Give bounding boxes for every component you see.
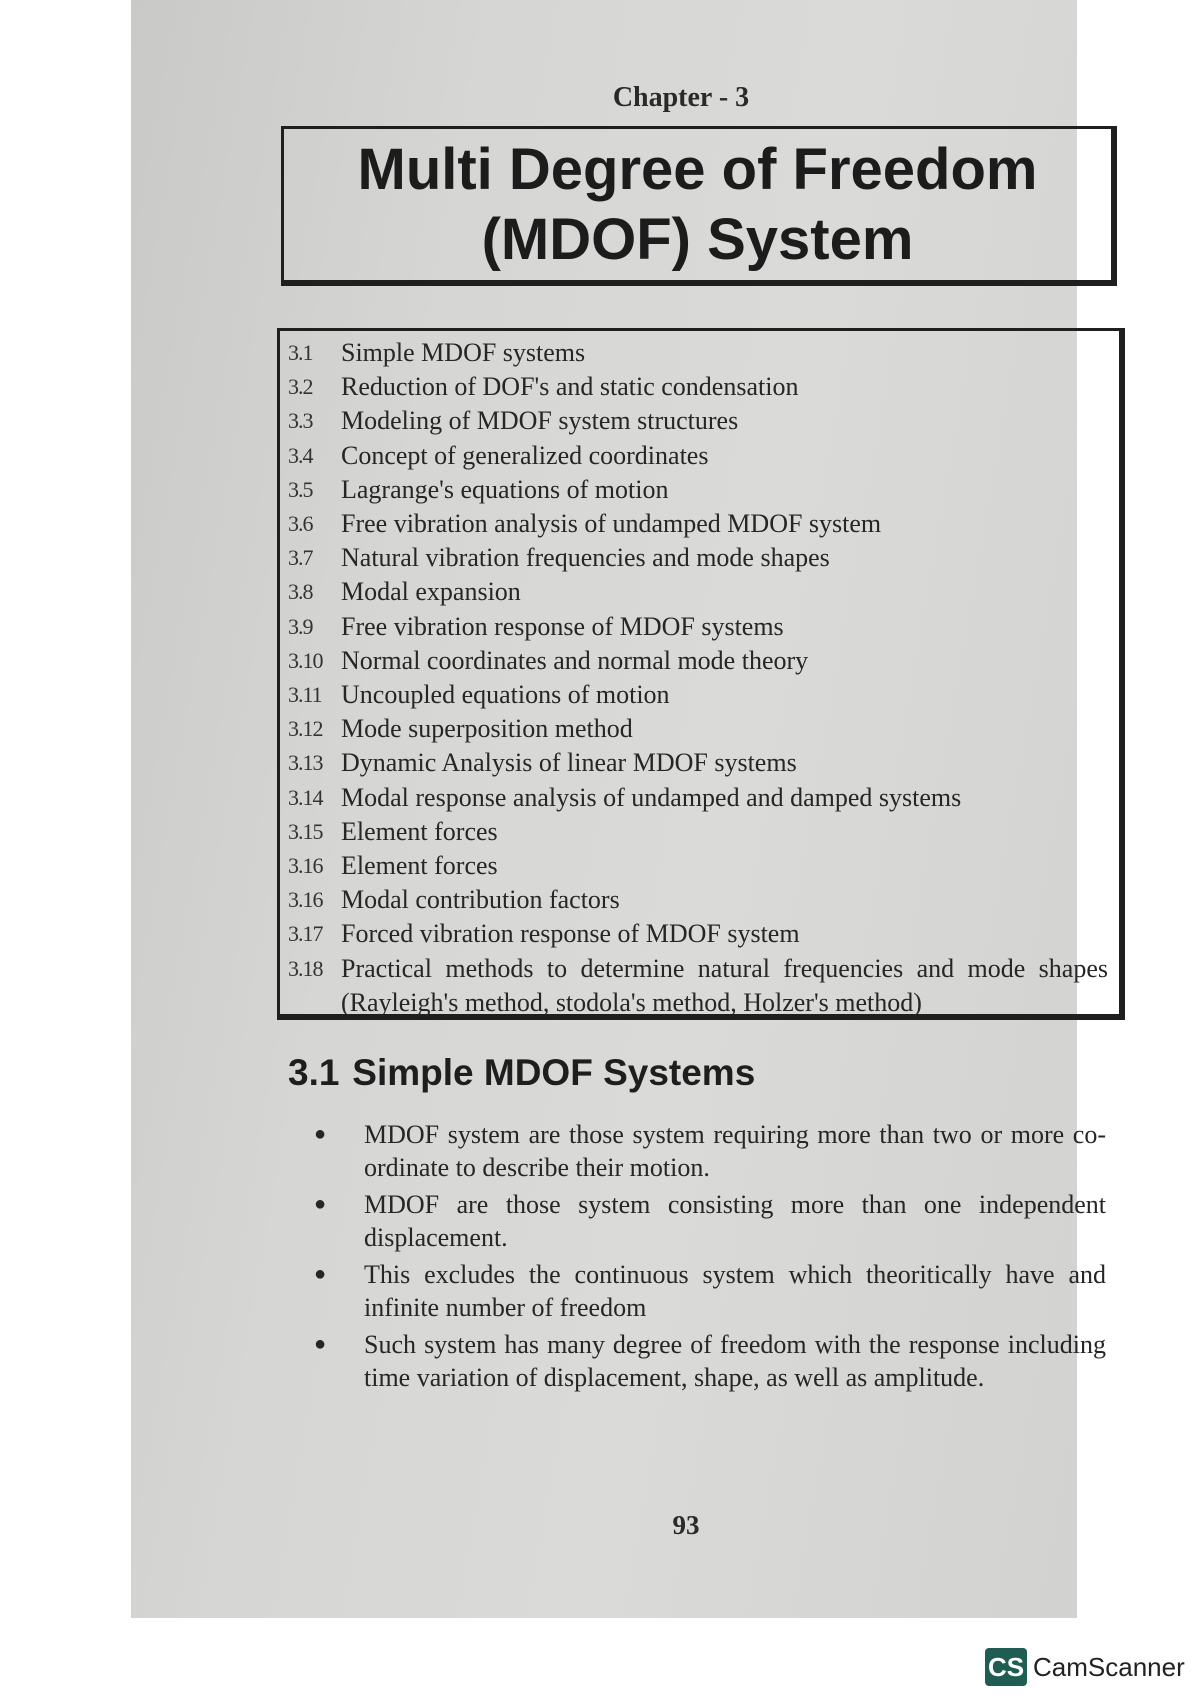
toc-item	[288, 815, 1108, 849]
toc-number: 3.11	[288, 682, 322, 708]
toc-item	[288, 575, 1108, 609]
toc-text: Practical methods to determine natural frequencies and mode shapes (Rayleigh's method, stodola's method, Holzer's method)	[341, 953, 1108, 1017]
toc-number: 3.16	[288, 853, 323, 879]
bullet-text: This excludes the continuous system which theoritically have and infinite number of freedom	[364, 1260, 1106, 1322]
toc-number: 3.9	[288, 613, 313, 639]
bullet-text: MDOF system are those system requiring more than two or more co-ordinate to describe their motion.	[364, 1120, 1106, 1182]
toc-number: 3.4	[288, 442, 313, 468]
toc-list	[288, 336, 1108, 1020]
toc-text: Modal expansion	[341, 577, 521, 607]
toc-text: Mode superposition method	[341, 714, 633, 744]
toc-number: 3.18	[288, 955, 323, 981]
toc-number: 3.3	[288, 408, 313, 434]
bullet-icon: ●	[314, 1123, 327, 1145]
section-heading	[288, 1052, 755, 1094]
toc-text: Lagrange's equations of motion	[341, 474, 669, 504]
toc-number: 3.13	[288, 750, 323, 776]
toc-text: Modeling of MDOF system structures	[341, 406, 739, 436]
toc-number: 3.7	[288, 545, 313, 571]
toc-number: 3.14	[288, 784, 323, 810]
bullet-list	[314, 1118, 1106, 1398]
camscanner-logo-icon: CS	[985, 1648, 1027, 1686]
bullet-icon: ●	[314, 1193, 327, 1215]
toc-item	[288, 712, 1108, 746]
toc-item	[288, 541, 1108, 575]
bullet-item	[314, 1258, 1106, 1324]
toc-item	[288, 781, 1108, 815]
toc-number: 3.2	[288, 374, 313, 400]
bullet-item	[314, 1118, 1106, 1184]
bullet-item	[314, 1188, 1106, 1254]
bullet-text: MDOF are those system consisting more than one independent displacement.	[364, 1190, 1106, 1252]
toc-number: 3.15	[288, 818, 323, 844]
scanned-page	[131, 0, 1108, 1618]
toc-item	[288, 746, 1108, 780]
table-of-contents	[277, 328, 1125, 1020]
toc-number: 3.6	[288, 511, 313, 537]
toc-text: Element forces	[341, 816, 498, 846]
toc-number: 3.16	[288, 887, 323, 913]
toc-item	[288, 507, 1108, 541]
toc-text: Forced vibration response of MDOF system	[341, 919, 800, 949]
toc-item	[288, 678, 1108, 712]
chapter-title-line-2: (MDOF) System	[481, 207, 914, 272]
toc-number: 3.5	[288, 476, 313, 502]
bullet-icon: ●	[314, 1333, 327, 1355]
toc-number: 3.8	[288, 579, 313, 605]
bullet-item	[314, 1328, 1106, 1394]
section-number: 3.1	[288, 1052, 340, 1093]
camscanner-name: CamScanner	[1033, 1651, 1185, 1682]
toc-text: Simple MDOF systems	[341, 338, 586, 367]
toc-number: 3.12	[288, 716, 323, 742]
section-title: Simple MDOF Systems	[352, 1052, 756, 1093]
toc-item	[288, 610, 1108, 644]
toc-item	[288, 439, 1108, 473]
toc-text: Modal response analysis of undamped and damped systems	[341, 782, 962, 812]
bullet-text: Such system has many degree of freedom with the response including time variation of displacement, shape, as well as amplitude.	[364, 1330, 1106, 1392]
chapter-title-line-1: Multi Degree of Freedom	[357, 137, 1038, 202]
toc-item	[288, 952, 1108, 1020]
toc-number: 3.17	[288, 921, 323, 947]
toc-item	[288, 917, 1108, 951]
chapter-label: Chapter - 3	[612, 82, 750, 113]
toc-text: Concept of generalized coordinates	[341, 440, 709, 470]
toc-text: Dynamic Analysis of linear MDOF systems	[341, 748, 797, 778]
toc-item	[288, 883, 1108, 917]
toc-item	[288, 473, 1108, 507]
toc-text: Reduction of DOF's and static condensation	[341, 372, 799, 402]
toc-item	[288, 336, 1108, 370]
toc-item	[288, 644, 1108, 678]
bullet-icon: ●	[314, 1263, 327, 1285]
toc-text: Uncoupled equations of motion	[341, 680, 670, 710]
chapter-title-box	[281, 126, 1117, 286]
toc-text: Element forces	[341, 851, 498, 881]
toc-text: Modal contribution factors	[341, 885, 620, 915]
toc-item	[288, 370, 1108, 404]
toc-text: Natural vibration frequencies and mode shapes	[341, 543, 830, 573]
toc-text: Free vibration response of MDOF systems	[341, 611, 784, 641]
toc-item	[288, 849, 1108, 883]
chapter-title	[284, 135, 1111, 275]
toc-text: Normal coordinates and normal mode theory	[341, 645, 809, 675]
toc-number: 3.1	[288, 340, 313, 365]
camscanner-watermark	[985, 1648, 1185, 1686]
toc-text: Free vibration analysis of undamped MDOF system	[341, 509, 882, 539]
toc-number: 3.10	[288, 647, 323, 673]
toc-item	[288, 404, 1108, 438]
page-number: 93	[672, 1510, 700, 1540]
